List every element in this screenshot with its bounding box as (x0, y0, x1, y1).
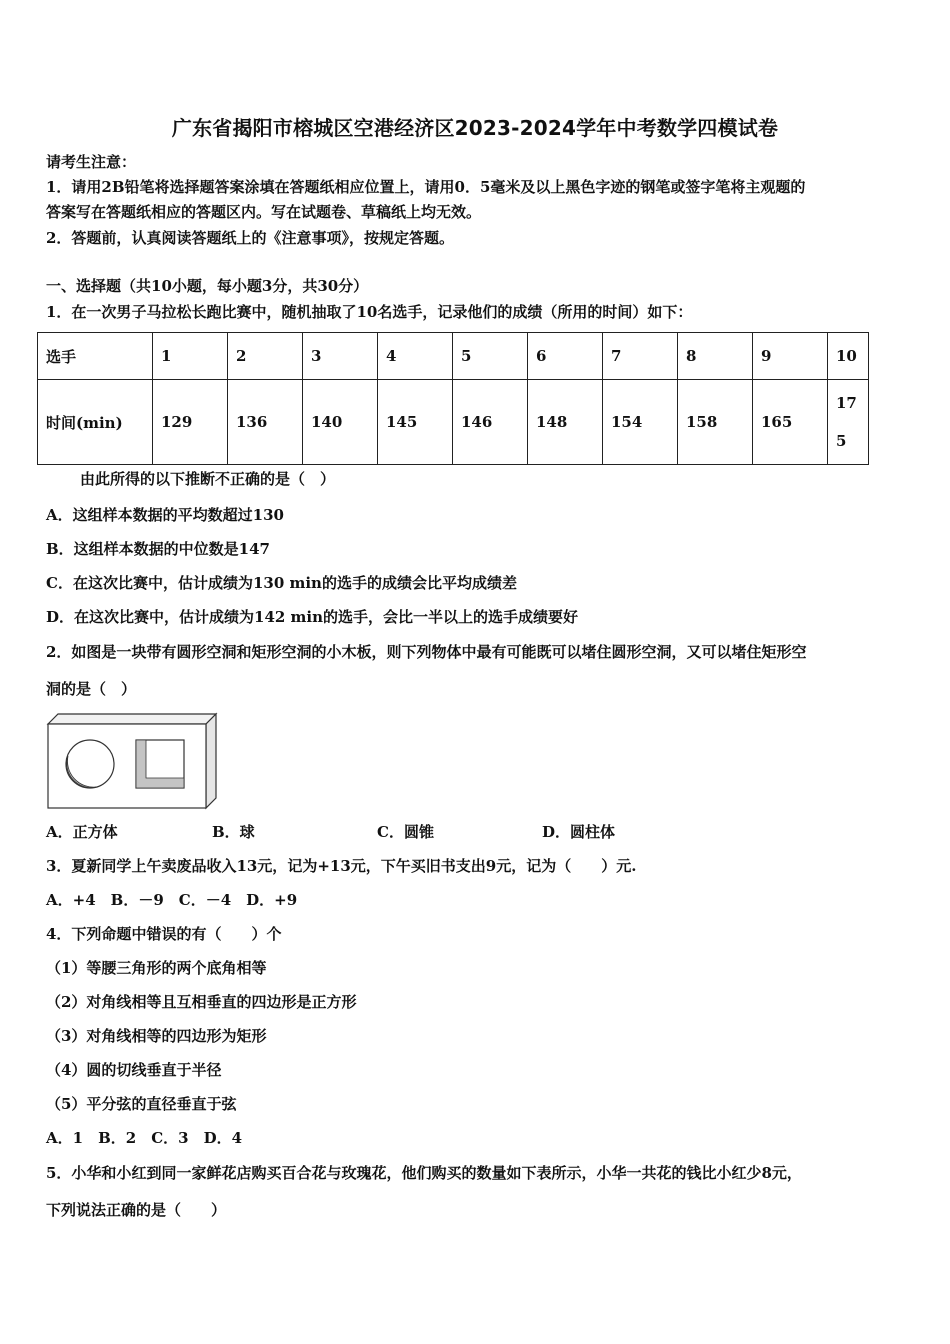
player-cell: 8 (678, 333, 753, 380)
time-cell: 148 (528, 380, 603, 465)
q3-stem: 3．夏新同学上午卖废品收入13元，记为+13元，下午买旧书支出9元，记为（ ）元. (46, 857, 637, 875)
section-heading: 一、选择题（共10小题，每小题3分，共30分） (46, 277, 369, 295)
wooden-board-figure (46, 712, 218, 810)
notice-item-1-line-2: 答案写在答题纸相应的答题区内。写在试题卷、草稿纸上均无效。 (46, 203, 482, 221)
time-cell: 165 (753, 380, 828, 465)
q3-options: A．+4 B．－9 C．－4 D．+9 (46, 891, 298, 909)
q4-stem: 4．下列命题中错误的有（ ）个 (46, 925, 282, 943)
row-header-players: 选手 (38, 333, 153, 380)
row-header-time: 时间(min) (38, 380, 153, 465)
q2-option-c: C．圆锥 (377, 823, 434, 841)
q2-option-d: D．圆柱体 (542, 823, 616, 841)
board-side-face (206, 714, 216, 808)
table-row (38, 333, 869, 380)
q4-item-3: （3）对角线相等的四边形为矩形 (46, 1027, 267, 1045)
q1-option-c: C．在这次比赛中，估计成绩为130 min的选手的成绩会比平均成绩差 (46, 574, 517, 592)
table-row (38, 380, 869, 465)
board-top-face (48, 714, 216, 724)
page-title: 广东省揭阳市榕城区空港经济区2023-2024学年中考数学四模试卷 (171, 116, 779, 140)
q1-prompt: 由此所得的以下推断不正确的是（ ） (80, 470, 336, 488)
player-cell: 6 (528, 333, 603, 380)
q1-option-a: A．这组样本数据的平均数超过130 (46, 506, 284, 524)
time-cell-part: 5 (836, 432, 847, 450)
player-cell: 3 (303, 333, 378, 380)
q5-stem-line-1: 5．小华和小红到同一家鲜花店购买百合花与玫瑰花，他们购买的数量如下表所示，小华一共花的钱比小红少8元， (46, 1164, 802, 1182)
time-cell: 158 (678, 380, 753, 465)
q4-item-4: （4）圆的切线垂直于半径 (46, 1061, 222, 1079)
q2-stem-line-1: 2．如图是一块带有圆形空洞和矩形空洞的小木板，则下列物体中最有可能既可以堵住圆形空洞，又可以堵住矩形空 (46, 643, 807, 661)
time-cell-part: 17 (836, 394, 857, 412)
q2-option-b: B．球 (212, 823, 255, 841)
player-cell: 10 (828, 333, 869, 380)
player-cell: 1 (153, 333, 228, 380)
scores-table (37, 332, 869, 465)
q1-option-b: B．这组样本数据的中位数是147 (46, 540, 270, 558)
player-cell: 7 (603, 333, 678, 380)
q4-options: A．1 B．2 C．3 D．4 (46, 1129, 243, 1147)
q5-stem-line-2: 下列说法正确的是（ ） (46, 1201, 227, 1219)
q4-item-5: （5）平分弦的直径垂直于弦 (46, 1095, 237, 1113)
q1-option-d: D．在这次比赛中，估计成绩为142 min的选手，会比一半以上的选手成绩要好 (46, 608, 579, 626)
notice-item-2: 2．答题前，认真阅读答题纸上的《注意事项》，按规定答题。 (46, 229, 454, 247)
player-cell: 5 (453, 333, 528, 380)
time-cell: 154 (603, 380, 678, 465)
player-cell: 2 (228, 333, 303, 380)
time-cell: 136 (228, 380, 303, 465)
q2-option-a: A．正方体 (46, 823, 118, 841)
player-cell: 4 (378, 333, 453, 380)
notice-item-1-line-1: 1．请用2B铅笔将选择题答案涂填在答题纸相应位置上，请用0．5毫米及以上黑色字迹的钢笔或签字笔将主观题的 (46, 178, 806, 196)
notice-heading: 请考生注意： (46, 153, 137, 171)
time-cell: 145 (378, 380, 453, 465)
player-cell: 9 (753, 333, 828, 380)
q1-stem: 1．在一次男子马拉松长跑比赛中，随机抽取了10名选手，记录他们的成绩（所用的时间）如下： (46, 303, 693, 321)
time-cell: 140 (303, 380, 378, 465)
time-cell: 146 (453, 380, 528, 465)
time-cell-last (828, 380, 869, 465)
q4-item-2: （2）对角线相等且互相垂直的四边形是正方形 (46, 993, 357, 1011)
q4-item-1: （1）等腰三角形的两个底角相等 (46, 959, 267, 977)
circular-hole (66, 740, 114, 788)
time-cell: 129 (153, 380, 228, 465)
q2-stem-line-2: 洞的是（ ） (46, 680, 137, 698)
